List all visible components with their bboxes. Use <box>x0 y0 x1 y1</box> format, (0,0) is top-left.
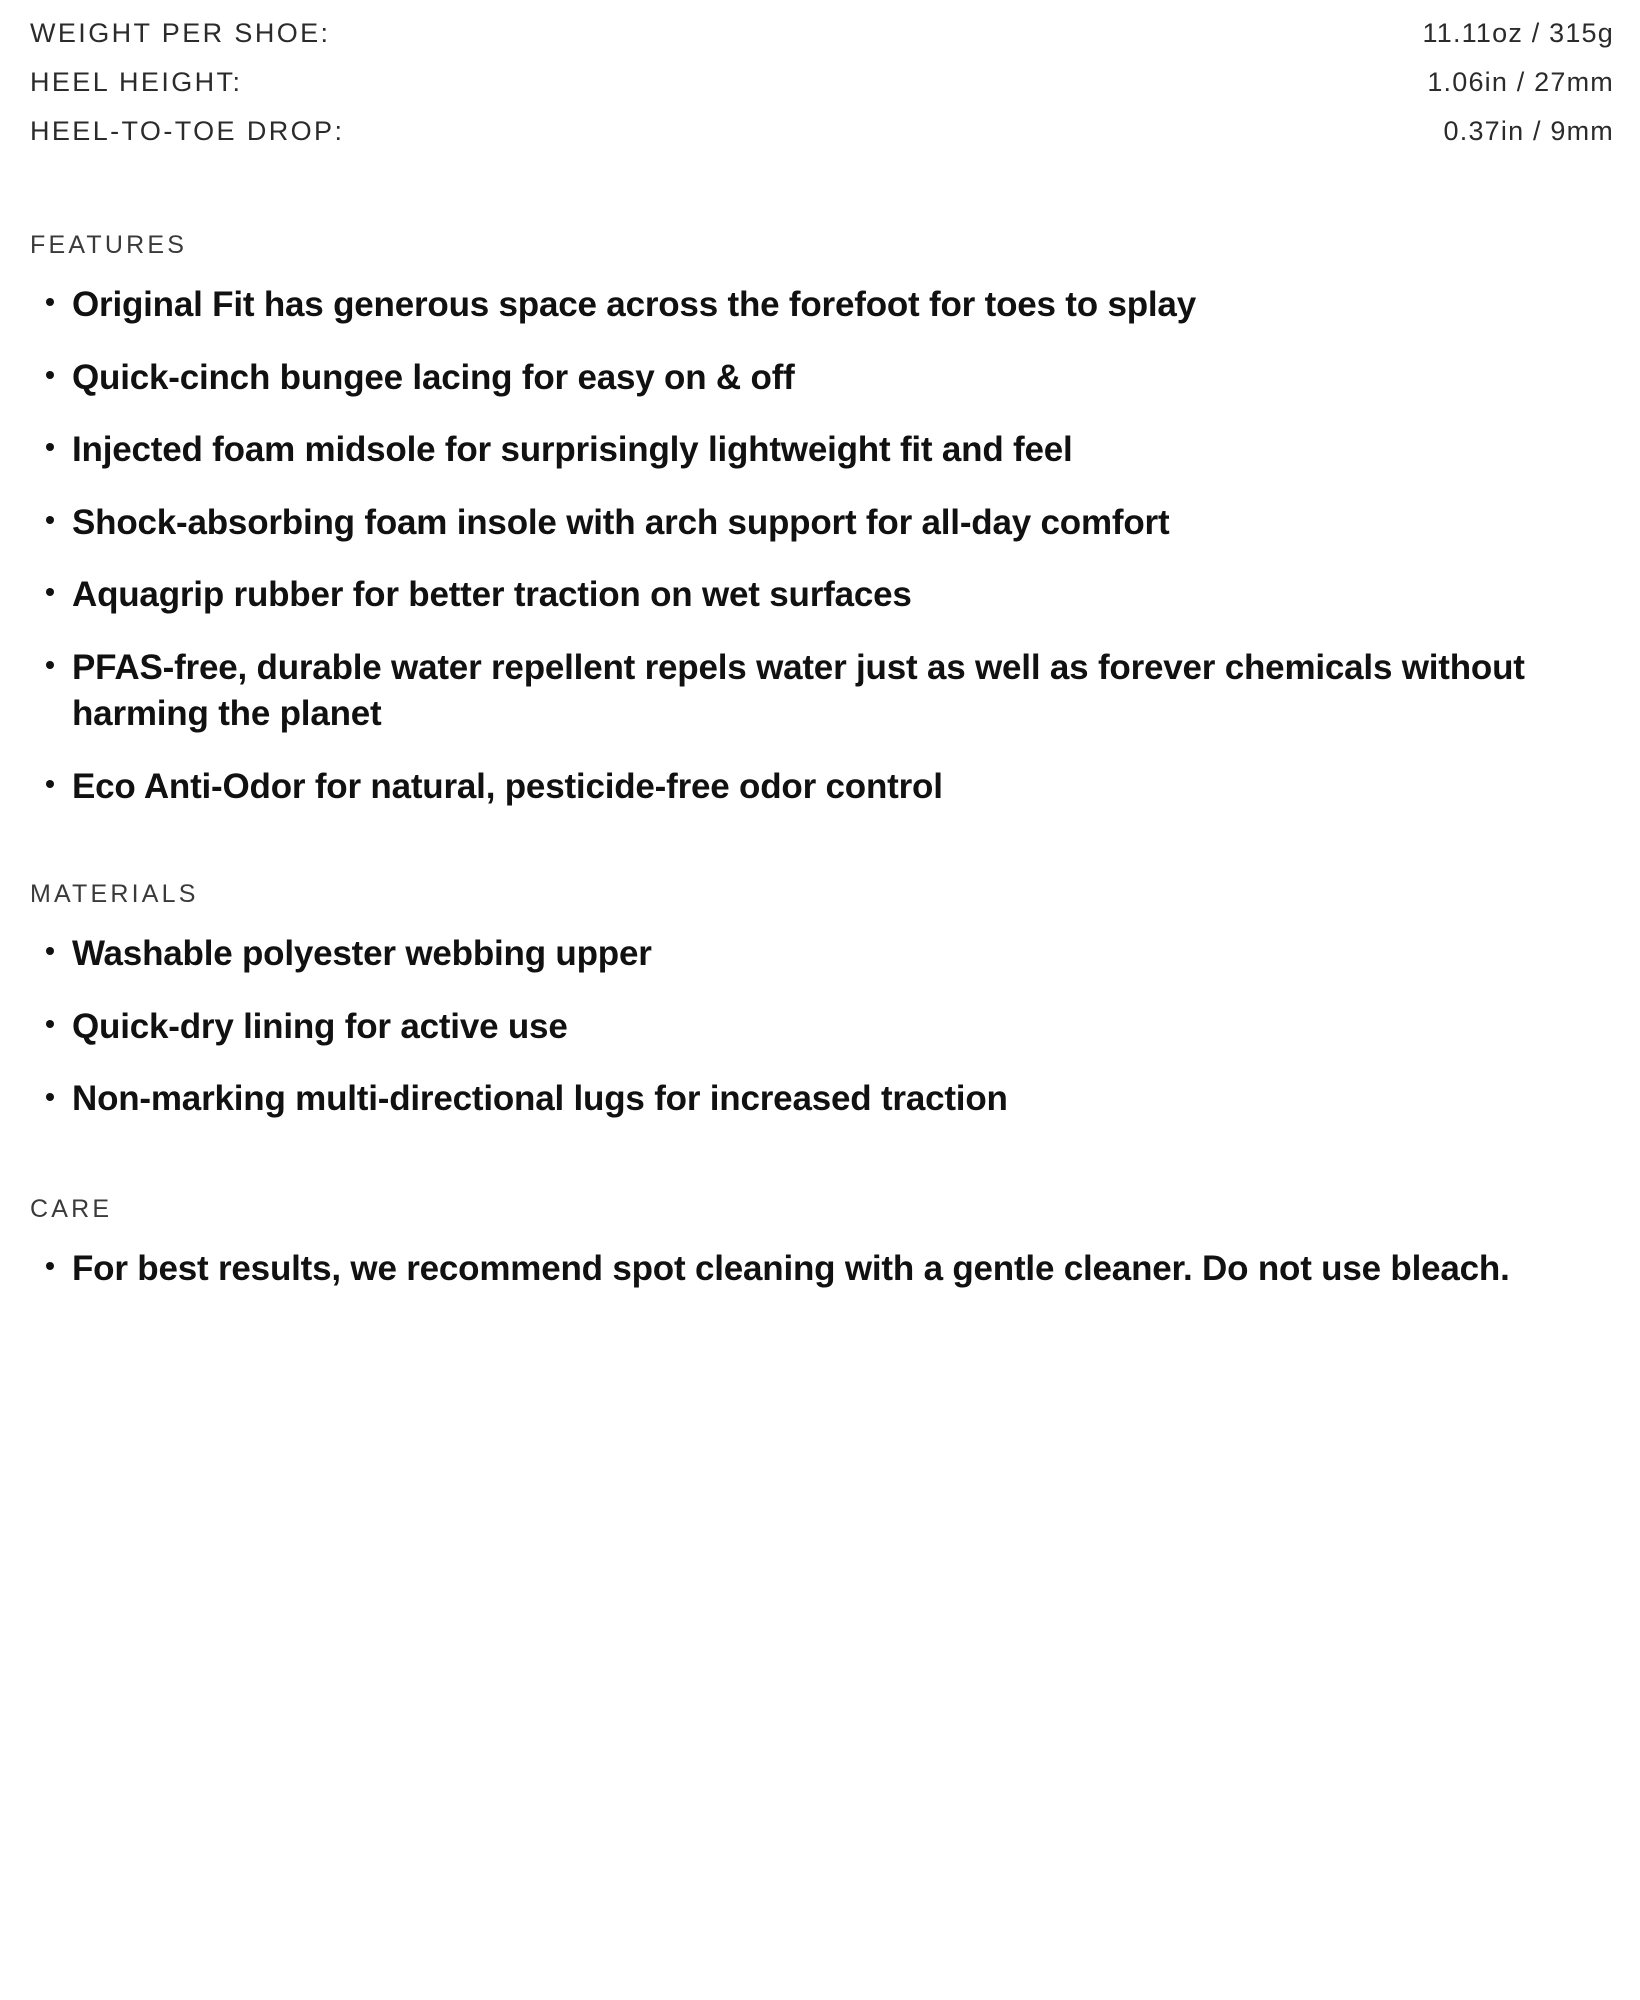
care-list <box>30 1246 1614 1293</box>
spec-table-body <box>30 18 1614 165</box>
list-item-text: For best results, we recommend spot cleaning with a gentle cleaner. Do not use bleach. <box>72 1249 1510 1289</box>
list-item <box>30 931 1614 978</box>
spec-label: HEEL-TO-TOE DROP: <box>30 116 345 146</box>
list-item-text: Non-marking multi-directional lugs for increased traction <box>72 1079 1008 1119</box>
list-item <box>30 1076 1614 1123</box>
bullet-icon <box>46 443 54 451</box>
bullet-icon <box>46 588 54 596</box>
spec-label: WEIGHT PER SHOE: <box>30 18 331 48</box>
list-item <box>30 427 1614 474</box>
list-item-text: Quick-cinch bungee lacing for easy on & off <box>72 357 795 397</box>
list-item <box>30 1004 1614 1051</box>
bullet-icon <box>46 947 54 955</box>
section-title-care: CARE <box>30 1195 113 1224</box>
bullet-icon <box>46 661 54 669</box>
bullet-icon <box>46 516 54 524</box>
bullet-icon <box>46 298 54 306</box>
list-item-text: Aquagrip rubber for better traction on wet surfaces <box>72 575 912 615</box>
spec-value: 11.11oz / 315g <box>1422 18 1614 48</box>
table-row <box>30 116 1614 165</box>
spec-value: 0.37in / 9mm <box>1443 116 1614 146</box>
list-item <box>30 645 1614 738</box>
care-section <box>30 1195 1614 1293</box>
list-item <box>30 764 1614 811</box>
spec-value: 1.06in / 27mm <box>1427 67 1614 97</box>
list-item-text: Shock-absorbing foam insole with arch support for all-day comfort <box>72 502 1170 542</box>
materials-list <box>30 931 1614 1123</box>
table-row <box>30 67 1614 116</box>
list-item-text: Eco Anti-Odor for natural, pesticide-free odor control <box>72 766 943 806</box>
materials-section <box>30 880 1614 1123</box>
section-title-materials: MATERIALS <box>30 880 199 909</box>
bullet-icon <box>46 1262 54 1270</box>
features-section <box>30 231 1614 810</box>
list-item-text: Quick-dry lining for active use <box>72 1006 568 1046</box>
list-item-text: PFAS-free, durable water repellent repels water just as well as forever chemicals without harming the planet <box>72 647 1525 734</box>
bullet-icon <box>46 780 54 788</box>
list-item-text: Original Fit has generous space across the forefoot for toes to splay <box>72 285 1196 324</box>
spec-table <box>30 18 1614 165</box>
bullet-icon <box>46 371 54 379</box>
spec-label: HEEL HEIGHT: <box>30 67 243 97</box>
list-item <box>30 500 1614 547</box>
list-item <box>30 1246 1614 1293</box>
list-item-text: Washable polyester webbing upper <box>72 934 652 974</box>
list-item <box>30 355 1614 402</box>
list-item-text: Injected foam midsole for surprisingly lightweight fit and feel <box>72 430 1073 470</box>
section-title-features: FEATURES <box>30 231 188 259</box>
bullet-icon <box>46 1020 54 1028</box>
list-item <box>30 572 1614 619</box>
features-list <box>30 282 1614 810</box>
bullet-icon <box>46 1093 54 1101</box>
table-row <box>30 18 1614 67</box>
list-item <box>30 282 1614 329</box>
